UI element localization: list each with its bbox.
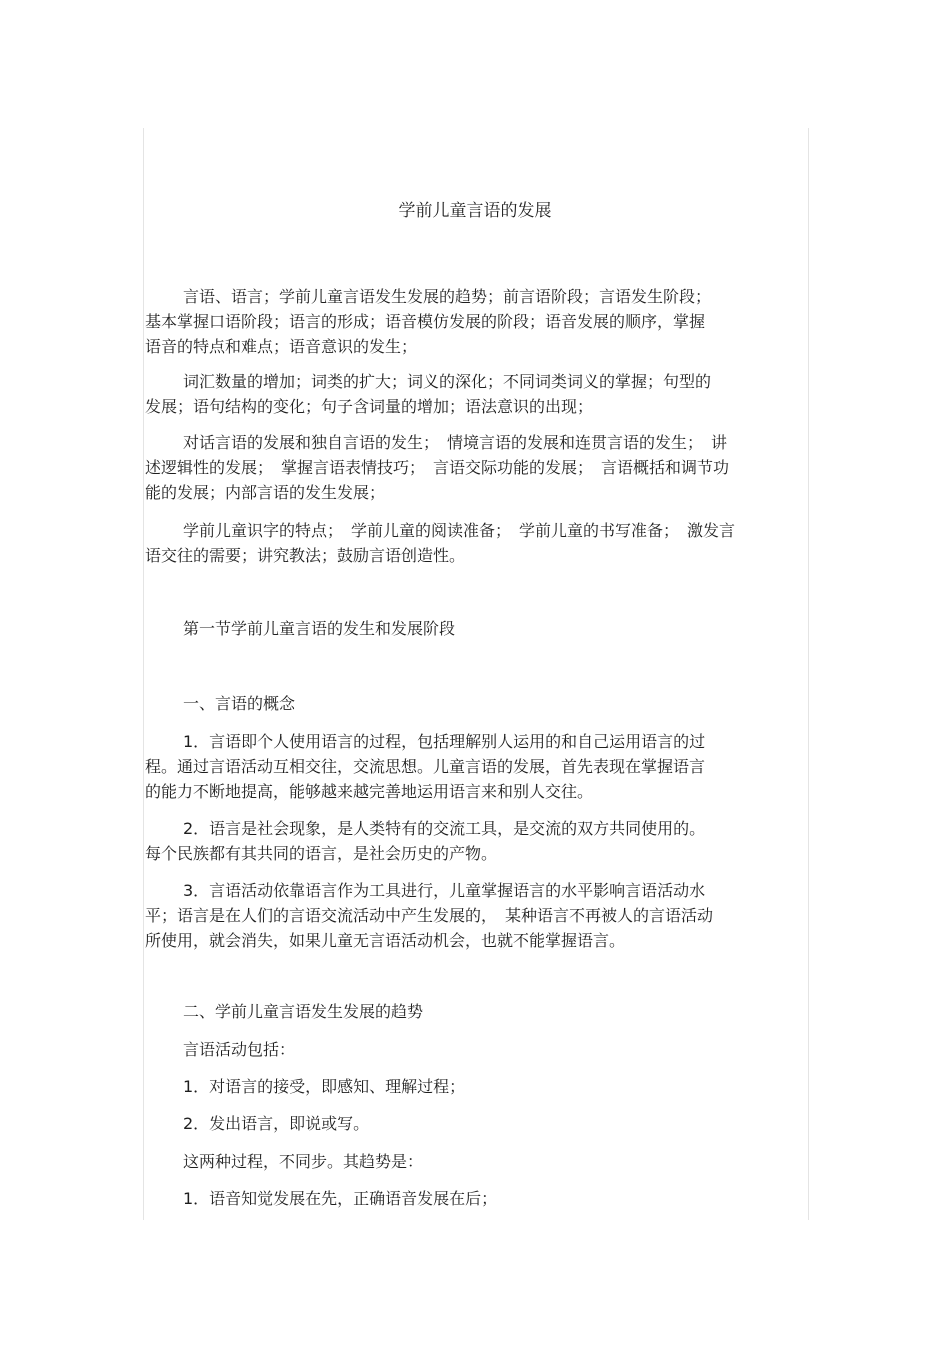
text-line: 平；语言是在人们的言语交流活动中产生发展的， 某种语言不再被人的言语活动 [145,906,714,925]
text-line: 发展；语句结构的变化；句子含词量的增加；语法意识的出现； [145,397,594,416]
list-item: 1．语音知觉发展在先，正确语音发展在后； [183,1189,498,1208]
text-line: 语音的特点和难点；语音意识的发生； [145,337,418,356]
text-line: 言语、语言；学前儿童言语发生发展的趋势；前言语阶段；言语发生阶段； [183,287,712,306]
text-line: 所使用，就会消失，如果儿童无言语活动机会，也就不能掌握语言。 [145,931,626,950]
text-line: 语交往的需要；讲究教法；鼓励言语创造性。 [145,546,466,565]
text-line: 学前儿童识字的特点； 学前儿童的阅读准备； 学前儿童的书写准备； 激发言 [183,521,736,540]
keyword-paragraph-3 [145,430,807,505]
text-line: 的能力不断地提高，能够越来越完善地运用语言来和别人交往。 [145,782,594,801]
concept-paragraph-3 [145,878,807,953]
text-line: 这两种过程，不同步。其趋势是： [183,1152,424,1171]
keyword-paragraph-2 [145,369,807,419]
text-line: 每个民族都有其共同的语言，是社会历史的产物。 [145,844,498,863]
text-line: 对话言语的发展和独自言语的发生； 情境言语的发展和连贯言语的发生； 讲 [183,433,728,452]
text-line: 3．言语活动依靠语言作为工具进行，儿童掌握语言的水平影响言语活动水 [183,881,706,900]
list-item: 1．对语言的接受，即感知、理解过程； [183,1077,466,1096]
text-line: 基本掌握口语阶段；语言的形成；语音模仿发展的阶段；语音发展的顺序，掌握 [145,312,706,331]
text-line: 述逻辑性的发展； 掌握言语表情技巧； 言语交际功能的发展； 言语概括和调节功 [145,458,730,477]
concept-paragraph-2 [145,816,807,866]
concept-paragraph-1 [145,729,807,804]
list-item: 2．发出语言，即说或写。 [183,1114,370,1133]
text-line: 2．语言是社会现象，是人类特有的交流工具，是交流的双方共同使用的。 [183,819,706,838]
subsection-heading-1: 一、言语的概念 [183,694,296,713]
keyword-paragraph-1 [145,284,807,359]
text-line: 词汇数量的增加；词类的扩大；词义的深化；不同词类词义的掌握；句型的 [183,372,712,391]
keyword-paragraph-4 [145,518,807,568]
document-title: 学前儿童言语的发展 [398,201,552,221]
section-title: 第一节学前儿童言语的发生和发展阶段 [183,619,456,638]
text-line: 言语活动包括： [183,1040,296,1059]
text-line: 1．言语即个人使用语言的过程，包括理解别人运用的和自己运用语言的过 [183,732,706,751]
text-line: 程。通过言语活动互相交往，交流思想。儿童言语的发展，首先表现在掌握语言 [145,757,706,776]
text-line: 能的发展；内部言语的发生发展； [145,483,386,502]
subsection-heading-2: 二、学前儿童言语发生发展的趋势 [183,1002,424,1021]
